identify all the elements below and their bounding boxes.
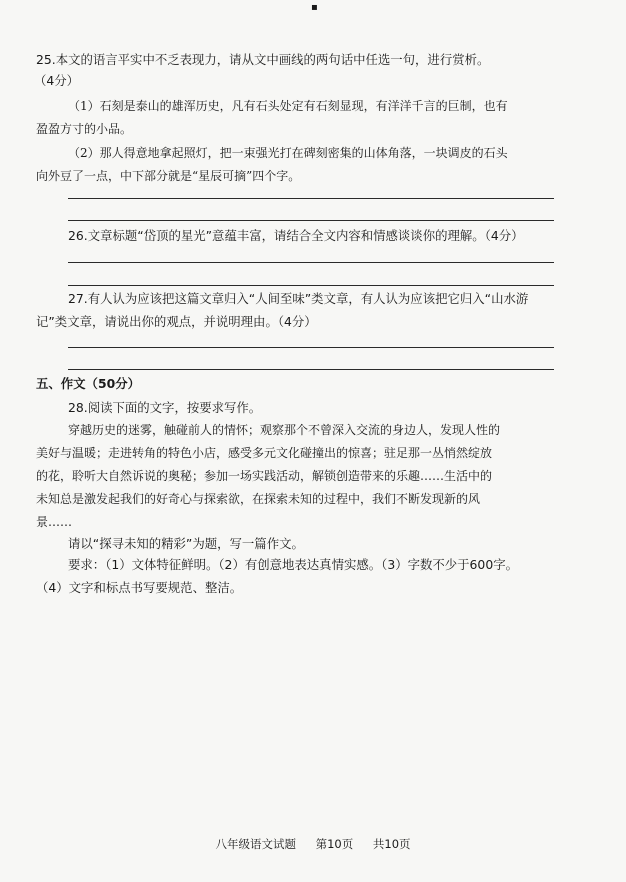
answer-line — [68, 198, 554, 199]
footer-subject: 八年级语文试题 — [215, 837, 296, 851]
q28-material-line1: 穿越历史的迷雾，触碰前人的情怀；观察那个不曾深入交流的身边人，发现人性的 — [68, 423, 501, 437]
answer-line — [68, 285, 554, 286]
q27-stem-line2: 记”类文章，请说出你的观点，并说明理由。（4分） — [36, 314, 317, 329]
answer-line — [68, 347, 554, 348]
q25-sentence2-line2: 向外豆了一点，中下部分就是“星辰可摘”四个字。 — [36, 169, 301, 183]
q28-material-line4: 未知总是激发起我们的好奇心与探索欲，在探索未知的过程中，我们不断发现新的风 — [36, 492, 481, 506]
q25-score: （4分） — [34, 73, 80, 88]
q25-stem: 25.本文的语言平实中不乏表现力，请从文中画线的两句话中任选一句，进行赏析。 — [36, 52, 490, 67]
q28-requirements-line2: （4）文字和标点书写要规范、整洁。 — [36, 580, 243, 595]
q28-requirements-line1: 要求：（1）文体特征鲜明。（2）有创意地表达真情实感。（3）字数不少于600字。 — [68, 557, 518, 572]
q25-sentence1-line1: （1）石刻是泰山的雄浑历史，凡有石头处定有石刻显现，有洋洋千言的巨制，也有 — [68, 99, 508, 113]
scan-dot: ▪ — [311, 2, 318, 13]
footer-total-pages: 共10页 — [372, 837, 411, 851]
q28-task: 请以“探寻未知的精彩”为题，写一篇作文。 — [68, 536, 304, 551]
q28-stem: 28.阅读下面的文字，按要求写作。 — [68, 400, 262, 415]
section5-title: 五、作文（50分） — [36, 376, 140, 391]
q26-stem: 26.文章标题“岱顶的星光”意蕴丰富，请结合全文内容和情感谈谈你的理解。（4分） — [68, 228, 524, 243]
q28-material-line2: 美好与温暖；走进转角的特色小店，感受多元文化碰撞出的惊喜；驻足那一丛悄然绽放 — [36, 446, 493, 460]
answer-line — [68, 262, 554, 263]
q28-material-line3: 的花，聆听大自然诉说的奥秘；参加一场实践活动，解锁创造带来的乐趣……生活中的 — [36, 469, 493, 483]
answer-line — [68, 369, 554, 370]
q25-sentence1-line2: 盈盈方寸的小品。 — [36, 122, 133, 136]
q25-sentence2-line1: （2）那人得意地拿起照灯，把一束强光打在碑刻密集的山体角落，一块调皮的石头 — [68, 146, 508, 160]
footer-page-number: 第10页 — [315, 837, 354, 851]
q28-material-line5: 景…… — [36, 515, 73, 529]
answer-line — [68, 220, 554, 221]
q27-stem-line1: 27.有人认为应该把这篇文章归入“人间至味”类文章，有人认为应该把它归入“山水游 — [68, 291, 529, 306]
page-footer — [0, 836, 626, 852]
